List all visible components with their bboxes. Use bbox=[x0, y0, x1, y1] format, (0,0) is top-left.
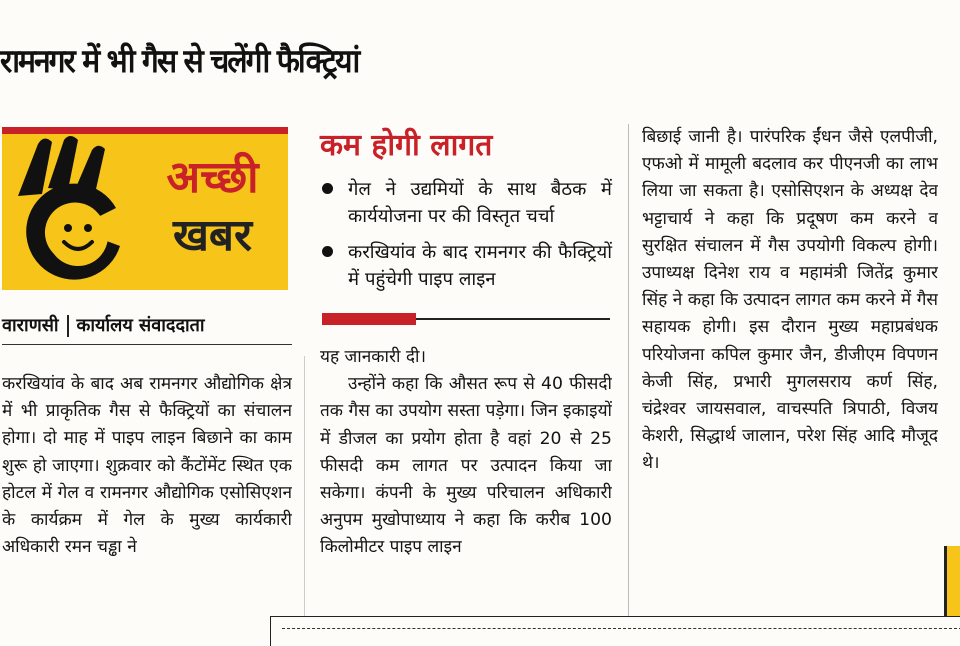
achhi-khabar-logo bbox=[2, 127, 288, 290]
article-column-1 bbox=[2, 371, 292, 617]
bullet-item: गेल ने उद्यमियों के साथ बैठक में कार्ययोजना पर की विस्तृत चर्चा bbox=[320, 176, 612, 230]
dateline-reporter: कार्यालय संवाददाता bbox=[76, 315, 205, 336]
red-rule bbox=[322, 313, 416, 325]
headline: रामनगर में भी गैस से चलेंगी फैक्ट्रियां bbox=[0, 43, 359, 81]
column-2-para-1: यह जानकारी दी। bbox=[320, 347, 426, 367]
dateline-separator bbox=[67, 315, 69, 337]
advertisement-dashed-border bbox=[282, 628, 960, 629]
sidebar-subhead: कम होगी लागत bbox=[320, 128, 493, 163]
column-divider-left bbox=[304, 356, 305, 616]
dateline bbox=[2, 308, 292, 345]
bullet-item: करखियांव के बाद रामनगर की फैक्ट्रियों में पहुंचेगी पाइप लाइन bbox=[320, 239, 612, 293]
logo-text-khabar: खबर bbox=[172, 210, 253, 261]
ok-hand-smiley-icon bbox=[8, 136, 148, 290]
column-3-text: बिछाई जानी है। पारंपरिक ईंधन जैसे एलपीजी, एफओ में मामूली बदलाव कर पीएनजी का लाभ लिया जा सकता है। एसोसिएशन के अध्यक्ष देव भट्टाचार्य ने कहा कि प्रदूषण कम करने व सुरक्षित संचालन में गैस उपयोगी विकल्प होगी। उपाध्यक्ष दिनेश राय व महामंत्री जितेंद्र कुमार सिंह ने कहा कि उत्पादन लागत कम करने में गैस सहायक होगी। इस दौरान मुख्य महाप्रबंधक परियोजना कपिल कुमार जैन, डीजीएम विपणन केजी सिंह, प्रभारी मुगलसराय कर्ण सिंह, चंद्रेश्वर जायसवाल, वाचस्पति त्रिपाठी, विजय केशरी, सिद्धार्थ जालान, परेश सिंह आदि मौजूद थे। bbox=[642, 127, 938, 474]
logo-text-achhi: अच्छी bbox=[166, 152, 259, 203]
column-divider-right bbox=[628, 124, 629, 616]
thin-rule bbox=[416, 318, 610, 320]
advertisement-border bbox=[270, 616, 960, 646]
article-column-3 bbox=[642, 124, 938, 612]
bullet-dot-icon bbox=[322, 183, 333, 194]
article-column-2 bbox=[320, 344, 612, 612]
column-1-text: करखियांव के बाद अब रामनगर औद्योगिक क्षेत्र में भी प्राकृतिक गैस से फैक्ट्रियों का संचालन होगा। दो माह में पाइप लाइन बिछाने का काम शुरू हो जाएगा। शुक्रवार को कैंटोंमेंट स्थित एक होटल में गेल व रामनगर औद्योगिक एसोसिएशन के कार्यक्रम में गेल के मुख्य कार्यकारी अधिकारी रमन चड्ढा ने bbox=[2, 374, 292, 558]
dateline-city: वाराणसी bbox=[2, 315, 59, 336]
bullet-dot-icon bbox=[322, 246, 333, 257]
adjacent-ad-corner bbox=[944, 546, 960, 616]
column-2-para-2: उन्होंने कहा कि औसत रूप से 40 फीसदी तक गैस का उपयोग सस्ता पड़ेगा। जिन इकाइयों में डीजल का प्रयोग होता है वहां 20 से 25 फीसदी कम लागत पर उत्पादन किया जा सकेगा। कंपनी के मुख्य परिचालन अधिकारी अनुपम मुखोपाध्याय ने कहा कि करीब 100 किलोमीटर पाइप लाइन bbox=[320, 374, 612, 558]
highlight-bullets bbox=[320, 176, 612, 302]
